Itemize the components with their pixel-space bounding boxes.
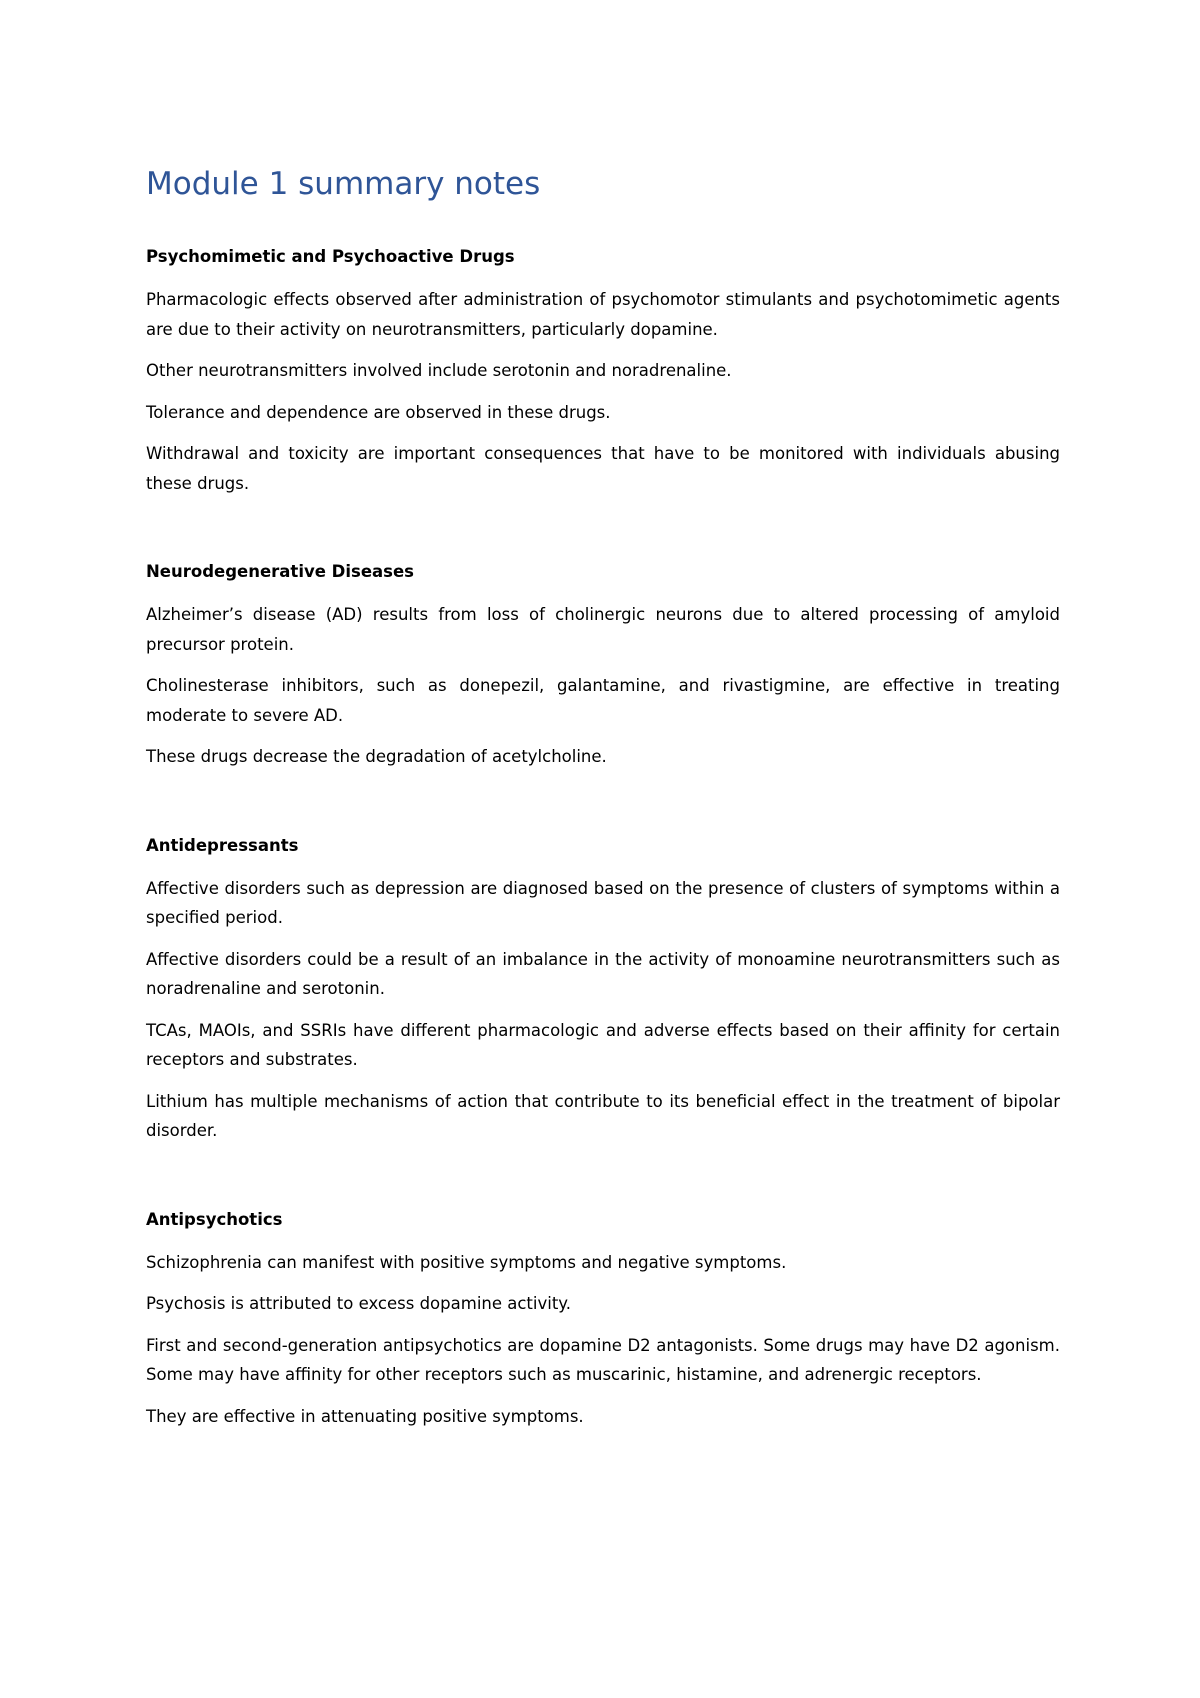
paragraph: Other neurotransmitters involved include serotonin and noradrenaline. [146,361,732,380]
section-heading: Neurodegenerative Diseases [146,562,414,581]
paragraph: Tolerance and dependence are observed in these drugs. [146,402,611,422]
document-page [146,164,1060,1431]
paragraph: These drugs decrease the degradation of acetylcholine. [146,747,607,766]
paragraph: First and second-generation antipsychotics are dopamine D2 antagonists. Some drugs may have D2 agonism. Some may have affinity for other receptors such as muscarinic, histamine, and adrenergic receptors. [146,1335,1060,1384]
section-antipsychotics [146,1210,1060,1432]
paragraph: Alzheimer’s disease (AD) results from loss of cholinergic neurons due to altered processing of amyloid precursor protein. [146,605,1060,654]
paragraph: Withdrawal and toxicity are important consequences that have to be monitored with individuals abusing these drugs. [146,444,1060,493]
paragraph: TCAs, MAOIs, and SSRIs have different pharmacologic and adverse effects based on their affinity for certain receptors and substrates. [146,1020,1060,1069]
section-heading: Psychomimetic and Psychoactive Drugs [146,247,515,266]
paragraph: Lithium has multiple mechanisms of action that contribute to its beneficial effect in the treatment of bipolar disorder. [146,1091,1060,1140]
paragraph: Affective disorders could be a result of an imbalance in the activity of monoamine neurotransmitters such as noradrenaline and serotonin. [146,949,1060,998]
paragraph: They are effective in attenuating positive symptoms. [146,1406,584,1426]
section-heading: Antidepressants [146,835,299,855]
section-antidepressants [146,836,1060,1146]
document-title: Module 1 summary notes [146,166,541,202]
paragraph: Affective disorders such as depression are diagnosed based on the presence of clusters of symptoms within a specified period. [146,878,1060,927]
section-neurodegenerative [146,562,1060,772]
section-psychomimetic [146,247,1060,498]
paragraph: Schizophrenia can manifest with positive symptoms and negative symptoms. [146,1252,787,1272]
paragraph: Pharmacologic effects observed after administration of psychomotor stimulants and psychotomimetic agents are due to their activity on neurotransmitters, particularly dopamine. [146,290,1060,339]
paragraph: Cholinesterase inhibitors, such as donepezil, galantamine, and rivastigmine, are effective in treating moderate to severe AD. [146,676,1060,725]
paragraph: Psychosis is attributed to excess dopamine activity. [146,1294,571,1313]
section-heading: Antipsychotics [146,1209,283,1229]
